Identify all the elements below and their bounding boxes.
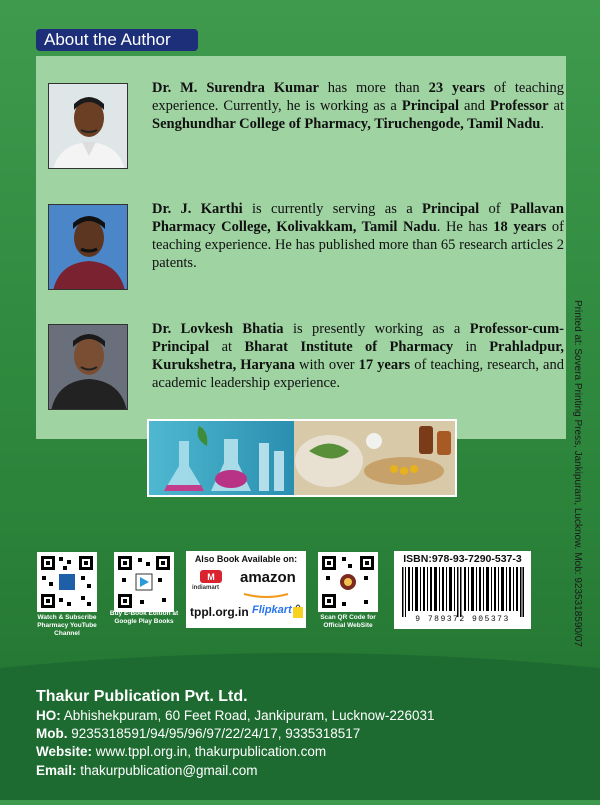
- email[interactable]: Email: thakurpublication@gmail.com: [36, 763, 258, 778]
- author-entry: [48, 80, 565, 173]
- author-photo: [48, 83, 128, 169]
- tppl-link[interactable]: tppl.org.in: [190, 605, 249, 619]
- website-qr-code[interactable]: [318, 552, 378, 612]
- isbn-label: ISBN:978-93-7290-537-3: [403, 553, 522, 565]
- website[interactable]: Website: www.tppl.org.in, thakurpublication.com: [36, 744, 327, 759]
- author-entry: [48, 201, 564, 294]
- author-bio: Dr. J. Karthi is currently serving as a Principal of Pallavan Pharmacy College, Kolivakkam, Tamil Nadu. He has 18 years of teaching experience. He has published more than 65 research articles 2 patents.: [152, 201, 564, 271]
- printer-imprint: Printed at: Sovera Printing Press, Jankipuram, Lucknow. Mob: 9235318590/07: [572, 300, 583, 647]
- author-bio: Dr. M. Surendra Kumar has more than 23 years of teaching experience. Currently, he is working as a Principal and Professor at Senghundhar College of Pharmacy, Tiruchengode, Tamil Nadu.: [152, 80, 565, 132]
- isbn-barcode-box: [394, 551, 531, 629]
- author-panel: [36, 56, 566, 439]
- amazon-smile-icon: [242, 586, 292, 590]
- barcode-digits: 9 789372 905373: [415, 615, 510, 624]
- availability-title: Also Book Available on:: [194, 554, 298, 564]
- svg-text:M: M: [207, 572, 215, 582]
- author-entry: [48, 321, 564, 414]
- publisher-name: Thakur Publication Pvt. Ltd.: [36, 688, 248, 705]
- indiamart-label: indiamart: [192, 585, 220, 591]
- qr-caption: Watch & Subscribe Pharmacy YouTube Channel: [37, 614, 97, 637]
- pharmacy-illustration: [147, 419, 457, 497]
- author-photo: [48, 324, 128, 410]
- author-bio: Dr. Lovkesh Bhatia is presently working as a Professor-cum-Principal at Bharat Institute of Pharmacy in Prahladpur, Kurukshetra, Haryana with over 17 years of teaching, research, and academic leadership experience.: [152, 321, 564, 391]
- author-photo: [48, 204, 128, 290]
- barcode: [402, 567, 524, 617]
- availability-box: [186, 551, 306, 628]
- qr-caption: Buy E-Book Edition at Google Play Books: [109, 610, 179, 625]
- youtube-qr-code[interactable]: [37, 552, 97, 612]
- flipkart-logo[interactable]: Flipkart: [252, 604, 292, 616]
- google-play-qr-code[interactable]: [114, 552, 174, 612]
- flipkart-bag-icon: [292, 603, 304, 619]
- amazon-logo[interactable]: amazon: [240, 569, 296, 586]
- qr-caption: Scan QR Code for Official WebSite: [320, 614, 376, 629]
- section-header: About the Author: [36, 29, 198, 51]
- mobile-numbers: Mob. 9235318591/94/95/96/97/22/24/17, 9335318517: [36, 726, 361, 741]
- head-office: HO: Abhishekpuram, 60 Feet Road, Jankipuram, Lucknow-226031: [36, 708, 435, 723]
